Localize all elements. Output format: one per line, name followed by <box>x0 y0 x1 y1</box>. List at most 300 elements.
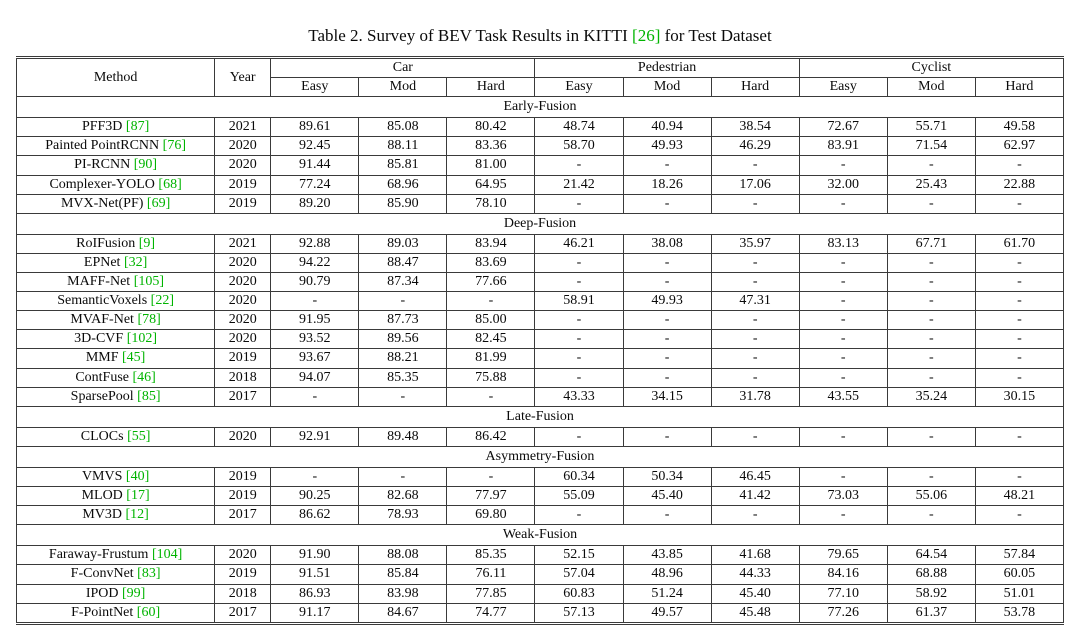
value-cell: 60.05 <box>975 565 1063 584</box>
method-name: MVAF-Net <box>70 312 138 328</box>
value-cell: 38.54 <box>711 118 799 137</box>
value-cell: - <box>975 368 1063 387</box>
year-cell: 2019 <box>215 565 271 584</box>
citation-link[interactable]: [102] <box>126 331 158 347</box>
method-name: MAFF-Net <box>67 274 134 290</box>
year-cell: 2019 <box>215 487 271 506</box>
value-cell: - <box>711 194 799 213</box>
value-cell: 83.69 <box>447 253 535 272</box>
year-cell: 2017 <box>215 506 271 525</box>
value-cell: - <box>799 330 887 349</box>
value-cell: 34.15 <box>623 387 711 406</box>
value-cell: - <box>535 330 623 349</box>
method-cell <box>17 253 215 272</box>
value-cell: 77.26 <box>799 603 887 623</box>
citation-link[interactable]: [60] <box>136 604 161 620</box>
value-cell: 58.70 <box>535 137 623 156</box>
value-cell: 17.06 <box>711 175 799 194</box>
citation-link[interactable]: [55] <box>127 428 151 444</box>
value-cell: 55.09 <box>535 487 623 506</box>
year-cell: 2020 <box>215 292 271 311</box>
value-cell: 78.10 <box>447 194 535 213</box>
value-cell: - <box>711 506 799 525</box>
caption-text-prefix: Table 2. Survey of BEV Task Results in KITTI <box>308 26 633 45</box>
table-row <box>17 349 1064 368</box>
value-cell: - <box>799 311 887 330</box>
citation-link[interactable]: [17] <box>126 488 150 504</box>
method-cell <box>17 292 215 311</box>
section-label: Asymmetry-Fusion <box>17 446 1064 467</box>
section-label: Deep-Fusion <box>17 213 1064 234</box>
value-cell: 87.34 <box>359 273 447 292</box>
citation-link[interactable]: [90] <box>133 157 158 173</box>
value-cell: 86.93 <box>271 584 359 603</box>
year-cell: 2020 <box>215 330 271 349</box>
value-cell: - <box>799 467 887 486</box>
method-cell <box>17 330 215 349</box>
value-cell: - <box>799 368 887 387</box>
value-cell: 46.29 <box>711 137 799 156</box>
value-cell: 83.36 <box>447 137 535 156</box>
value-cell: 53.78 <box>975 603 1063 623</box>
value-cell: 82.68 <box>359 487 447 506</box>
value-cell: 43.85 <box>623 546 711 565</box>
col-header-year: Year <box>215 58 271 97</box>
method-name: SemanticVoxels <box>57 293 151 309</box>
table-row <box>17 311 1064 330</box>
col-header-mod: Mod <box>887 78 975 97</box>
value-cell: - <box>623 253 711 272</box>
value-cell: 88.08 <box>359 546 447 565</box>
value-cell: 48.21 <box>975 487 1063 506</box>
value-cell: 83.91 <box>799 137 887 156</box>
value-cell: 83.94 <box>447 234 535 253</box>
value-cell: 49.58 <box>975 118 1063 137</box>
citation-link[interactable]: [76] <box>162 138 186 154</box>
value-cell: 52.15 <box>535 546 623 565</box>
value-cell: 86.42 <box>447 427 535 446</box>
value-cell: 91.17 <box>271 603 359 623</box>
value-cell: 46.21 <box>535 234 623 253</box>
citation-link[interactable]: [83] <box>137 566 161 582</box>
table-body <box>17 97 1064 624</box>
value-cell: 18.26 <box>623 175 711 194</box>
value-cell: 89.56 <box>359 330 447 349</box>
col-group-cyclist: Cyclist <box>799 58 1063 78</box>
value-cell: 40.94 <box>623 118 711 137</box>
value-cell: 57.84 <box>975 546 1063 565</box>
value-cell: 21.42 <box>535 175 623 194</box>
value-cell: 80.42 <box>447 118 535 137</box>
citation-link[interactable]: [105] <box>133 274 165 290</box>
table-row <box>17 368 1064 387</box>
value-cell: 41.42 <box>711 487 799 506</box>
table-row <box>17 137 1064 156</box>
year-cell: 2019 <box>215 349 271 368</box>
value-cell: 79.65 <box>799 546 887 565</box>
value-cell: - <box>887 156 975 175</box>
caption-citation-link[interactable]: [26] <box>632 26 661 45</box>
value-cell: 83.98 <box>359 584 447 603</box>
value-cell: 90.79 <box>271 273 359 292</box>
value-cell: - <box>799 194 887 213</box>
value-cell: - <box>975 506 1063 525</box>
citation-link[interactable]: [99] <box>122 585 146 601</box>
value-cell: 61.37 <box>887 603 975 623</box>
value-cell: 88.21 <box>359 349 447 368</box>
value-cell: 43.55 <box>799 387 887 406</box>
value-cell: 45.48 <box>711 603 799 623</box>
value-cell: - <box>447 387 535 406</box>
value-cell: 94.07 <box>271 368 359 387</box>
value-cell: 76.11 <box>447 565 535 584</box>
value-cell: - <box>887 368 975 387</box>
value-cell: 48.74 <box>535 118 623 137</box>
value-cell: - <box>535 311 623 330</box>
value-cell: - <box>623 273 711 292</box>
value-cell: 89.61 <box>271 118 359 137</box>
value-cell: 64.54 <box>887 546 975 565</box>
value-cell: 50.34 <box>623 467 711 486</box>
value-cell: - <box>799 273 887 292</box>
value-cell: - <box>711 330 799 349</box>
value-cell: 71.54 <box>887 137 975 156</box>
year-cell: 2020 <box>215 253 271 272</box>
value-cell: 89.03 <box>359 234 447 253</box>
value-cell: 77.24 <box>271 175 359 194</box>
value-cell: 85.90 <box>359 194 447 213</box>
table-row <box>17 234 1064 253</box>
value-cell: 72.67 <box>799 118 887 137</box>
value-cell: - <box>623 311 711 330</box>
method-cell <box>17 349 215 368</box>
value-cell: 51.01 <box>975 584 1063 603</box>
header-row-groups <box>17 58 1064 78</box>
value-cell: - <box>535 273 623 292</box>
method-cell <box>17 118 215 137</box>
table-row <box>17 565 1064 584</box>
value-cell: - <box>623 194 711 213</box>
year-cell: 2020 <box>215 156 271 175</box>
value-cell: 84.67 <box>359 603 447 623</box>
year-cell: 2020 <box>215 546 271 565</box>
table-caption <box>0 26 1080 46</box>
value-cell: - <box>887 427 975 446</box>
citation-link[interactable]: [68] <box>158 176 182 192</box>
year-cell: 2019 <box>215 194 271 213</box>
value-cell: 48.96 <box>623 565 711 584</box>
value-cell: - <box>711 311 799 330</box>
value-cell: 55.71 <box>887 118 975 137</box>
method-cell <box>17 487 215 506</box>
value-cell: 84.16 <box>799 565 887 584</box>
value-cell: 92.45 <box>271 137 359 156</box>
value-cell: 35.97 <box>711 234 799 253</box>
value-cell: - <box>799 156 887 175</box>
value-cell: 46.45 <box>711 467 799 486</box>
method-name: F-ConvNet <box>70 566 138 582</box>
value-cell: 77.85 <box>447 584 535 603</box>
value-cell: - <box>975 467 1063 486</box>
section-label: Weak-Fusion <box>17 525 1064 546</box>
value-cell: 44.33 <box>711 565 799 584</box>
value-cell: 32.00 <box>799 175 887 194</box>
value-cell: - <box>535 156 623 175</box>
value-cell: - <box>975 273 1063 292</box>
value-cell: - <box>975 330 1063 349</box>
col-header-hard: Hard <box>975 78 1063 97</box>
value-cell: 91.90 <box>271 546 359 565</box>
value-cell: 49.93 <box>623 292 711 311</box>
section-row <box>17 525 1064 546</box>
value-cell: 90.25 <box>271 487 359 506</box>
value-cell: 94.22 <box>271 253 359 272</box>
method-name: Painted PointRCNN <box>45 138 163 154</box>
citation-link[interactable]: [12] <box>125 507 149 523</box>
table-row <box>17 273 1064 292</box>
value-cell: 85.35 <box>359 368 447 387</box>
value-cell: 45.40 <box>711 584 799 603</box>
method-name: VMVS <box>81 468 126 484</box>
value-cell: 93.52 <box>271 330 359 349</box>
method-cell <box>17 311 215 330</box>
method-name: MV3D <box>82 507 126 523</box>
value-cell: - <box>799 349 887 368</box>
value-cell: 38.08 <box>623 234 711 253</box>
col-header-mod: Mod <box>359 78 447 97</box>
value-cell: - <box>447 292 535 311</box>
method-name: MLOD <box>81 488 127 504</box>
table-row <box>17 253 1064 272</box>
method-name: RoIFusion <box>76 235 139 251</box>
value-cell: - <box>623 368 711 387</box>
method-name: PFF3D <box>81 119 126 135</box>
value-cell: 31.78 <box>711 387 799 406</box>
value-cell: - <box>799 253 887 272</box>
value-cell: 91.95 <box>271 311 359 330</box>
method-name: Complexer-YOLO <box>49 176 159 192</box>
value-cell: 85.81 <box>359 156 447 175</box>
value-cell: 75.88 <box>447 368 535 387</box>
value-cell: - <box>711 427 799 446</box>
table-row <box>17 546 1064 565</box>
col-header-mod: Mod <box>623 78 711 97</box>
value-cell: - <box>887 506 975 525</box>
value-cell: - <box>535 194 623 213</box>
table-row <box>17 584 1064 603</box>
value-cell: 49.57 <box>623 603 711 623</box>
value-cell: - <box>535 253 623 272</box>
method-cell <box>17 584 215 603</box>
year-cell: 2018 <box>215 584 271 603</box>
value-cell: - <box>535 427 623 446</box>
value-cell: 83.13 <box>799 234 887 253</box>
year-cell: 2017 <box>215 603 271 623</box>
value-cell: - <box>887 194 975 213</box>
year-cell: 2020 <box>215 273 271 292</box>
table-row <box>17 330 1064 349</box>
value-cell: - <box>799 506 887 525</box>
results-table <box>16 56 1064 625</box>
value-cell: 58.92 <box>887 584 975 603</box>
value-cell: 51.24 <box>623 584 711 603</box>
value-cell: - <box>711 253 799 272</box>
method-name: CLOCs <box>80 428 128 444</box>
value-cell: - <box>535 506 623 525</box>
value-cell: - <box>623 330 711 349</box>
col-group-car: Car <box>271 58 535 78</box>
citation-link[interactable]: [46] <box>132 369 156 385</box>
value-cell: 85.84 <box>359 565 447 584</box>
value-cell: 77.97 <box>447 487 535 506</box>
value-cell: - <box>975 311 1063 330</box>
value-cell: 91.51 <box>271 565 359 584</box>
section-row <box>17 406 1064 427</box>
year-cell: 2019 <box>215 175 271 194</box>
value-cell: - <box>359 387 447 406</box>
method-cell <box>17 603 215 623</box>
method-cell <box>17 175 215 194</box>
table-row <box>17 156 1064 175</box>
method-name: Faraway-Frustum <box>48 547 152 563</box>
year-cell: 2021 <box>215 118 271 137</box>
value-cell: 82.45 <box>447 330 535 349</box>
method-cell <box>17 506 215 525</box>
value-cell: 64.95 <box>447 175 535 194</box>
method-cell <box>17 156 215 175</box>
year-cell: 2020 <box>215 427 271 446</box>
value-cell: 49.93 <box>623 137 711 156</box>
value-cell: - <box>975 427 1063 446</box>
year-cell: 2020 <box>215 137 271 156</box>
value-cell: - <box>535 349 623 368</box>
value-cell: - <box>623 506 711 525</box>
table-row <box>17 427 1064 446</box>
value-cell: 87.73 <box>359 311 447 330</box>
value-cell: 85.08 <box>359 118 447 137</box>
value-cell: 74.77 <box>447 603 535 623</box>
citation-link[interactable]: [45] <box>122 350 146 366</box>
value-cell: - <box>975 292 1063 311</box>
method-cell <box>17 273 215 292</box>
value-cell: - <box>359 467 447 486</box>
table-row <box>17 387 1064 406</box>
method-name: F-PointNet <box>71 604 137 620</box>
method-cell <box>17 467 215 486</box>
col-header-hard: Hard <box>447 78 535 97</box>
method-cell <box>17 387 215 406</box>
value-cell: 41.68 <box>711 546 799 565</box>
method-name: EPNet <box>83 254 124 270</box>
section-row <box>17 446 1064 467</box>
method-cell <box>17 368 215 387</box>
value-cell: - <box>535 368 623 387</box>
citation-link[interactable]: [69] <box>146 195 171 211</box>
value-cell: 77.10 <box>799 584 887 603</box>
col-header-easy: Easy <box>799 78 887 97</box>
value-cell: 73.03 <box>799 487 887 506</box>
table-row <box>17 467 1064 486</box>
year-cell: 2018 <box>215 368 271 387</box>
value-cell: - <box>271 387 359 406</box>
citation-link[interactable]: [87] <box>125 119 150 135</box>
citation-link[interactable]: [9] <box>138 235 156 251</box>
method-name: SparsePool <box>70 388 138 404</box>
value-cell: 58.91 <box>535 292 623 311</box>
value-cell: - <box>711 368 799 387</box>
value-cell: 61.70 <box>975 234 1063 253</box>
method-cell <box>17 427 215 446</box>
col-group-pedestrian: Pedestrian <box>535 58 799 78</box>
value-cell: 78.93 <box>359 506 447 525</box>
value-cell: 86.62 <box>271 506 359 525</box>
year-cell: 2017 <box>215 387 271 406</box>
table-row <box>17 194 1064 213</box>
value-cell: 89.20 <box>271 194 359 213</box>
value-cell: - <box>271 467 359 486</box>
citation-link[interactable]: [78] <box>137 312 161 328</box>
value-cell: - <box>359 292 447 311</box>
citation-link[interactable]: [22] <box>150 293 174 309</box>
value-cell: - <box>887 273 975 292</box>
value-cell: - <box>887 467 975 486</box>
year-cell: 2020 <box>215 311 271 330</box>
col-header-easy: Easy <box>271 78 359 97</box>
value-cell: - <box>447 467 535 486</box>
table-row <box>17 487 1064 506</box>
col-header-hard: Hard <box>711 78 799 97</box>
value-cell: - <box>975 156 1063 175</box>
value-cell: - <box>975 253 1063 272</box>
value-cell: 55.06 <box>887 487 975 506</box>
value-cell: 30.15 <box>975 387 1063 406</box>
table-row <box>17 603 1064 623</box>
method-cell <box>17 546 215 565</box>
value-cell: - <box>271 292 359 311</box>
method-cell <box>17 137 215 156</box>
value-cell: 93.67 <box>271 349 359 368</box>
table-header <box>17 58 1064 97</box>
table-row <box>17 175 1064 194</box>
citation-link[interactable]: [40] <box>125 468 150 484</box>
value-cell: - <box>711 273 799 292</box>
value-cell: - <box>711 156 799 175</box>
value-cell: - <box>887 311 975 330</box>
value-cell: 43.33 <box>535 387 623 406</box>
value-cell: - <box>975 349 1063 368</box>
method-name: ContFuse <box>75 369 133 385</box>
caption-text-suffix: for Test Dataset <box>660 26 772 45</box>
value-cell: 47.31 <box>711 292 799 311</box>
value-cell: 88.11 <box>359 137 447 156</box>
value-cell: 57.13 <box>535 603 623 623</box>
citation-link[interactable]: [32] <box>123 254 148 270</box>
method-name: 3D-CVF <box>74 331 127 347</box>
section-label: Late-Fusion <box>17 406 1064 427</box>
citation-link[interactable]: [85] <box>137 388 161 404</box>
citation-link[interactable]: [104] <box>151 547 183 563</box>
table-row <box>17 118 1064 137</box>
value-cell: 25.43 <box>887 175 975 194</box>
value-cell: - <box>623 349 711 368</box>
col-header-easy: Easy <box>535 78 623 97</box>
value-cell: 62.97 <box>975 137 1063 156</box>
method-name: MVX-Net(PF) <box>60 195 147 211</box>
col-header-method: Method <box>17 58 215 97</box>
method-cell <box>17 565 215 584</box>
value-cell: 89.48 <box>359 427 447 446</box>
value-cell: - <box>975 194 1063 213</box>
